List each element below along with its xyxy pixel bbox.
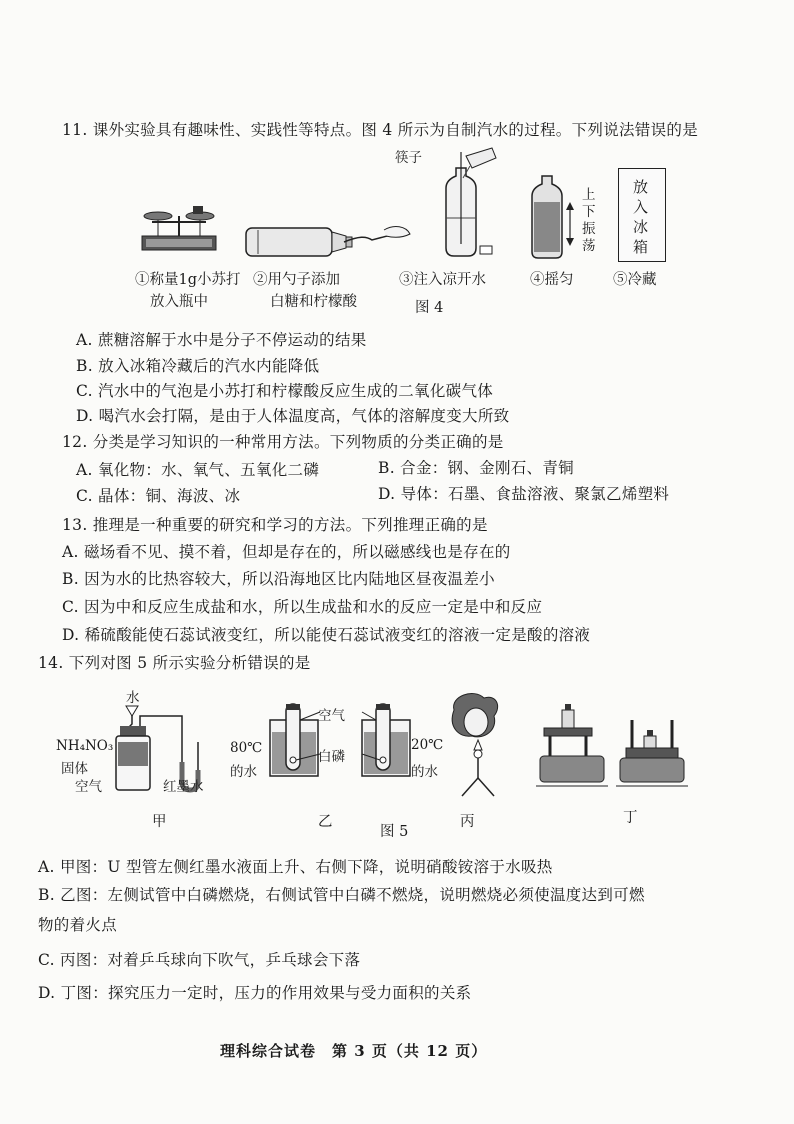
fig4-label-shake: 上下振荡	[582, 187, 596, 254]
fig4-step5: ⑤冷藏	[613, 272, 657, 288]
q14-option-a: A. 甲图：U 型管左侧红墨水液面上升、右侧下降，说明硝酸铵溶于水吸热	[38, 858, 553, 876]
pressure-sponge-apparatus	[534, 700, 690, 796]
q14-option-d: D. 丁图：探究压力一定时，压力的作用效果与受力面积的关系	[38, 984, 472, 1002]
fig4-step2-line2: 白糖和柠檬酸	[270, 294, 357, 310]
q14-option-c: C. 丙图：对着乒乓球向下吹气，乒乓球会下落	[38, 951, 361, 969]
q11-option-c: C. 汽水中的气泡是小苏打和柠檬酸反应生成的二氧化碳气体	[76, 382, 494, 400]
q12-option-d: D. 导体：石墨、食盐溶液、聚氯乙烯塑料	[378, 485, 670, 503]
fig5-label-ding: 丁	[623, 810, 638, 826]
q12-stem: 12. 分类是学习知识的一种常用方法。下列物质的分类正确的是	[62, 433, 504, 451]
fig5-label-80: 80℃	[230, 740, 263, 756]
bottle-spoon-icon	[244, 222, 414, 262]
q14-stem: 14. 下列对图 5 所示实验分析错误的是	[38, 654, 311, 672]
fig5-label-20: 20℃	[411, 737, 444, 753]
fig5-label-air: 空气	[75, 779, 102, 795]
bottle-pour-icon	[420, 148, 500, 260]
q12-option-a: A. 氧化物：水、氧气、五氧化二磷	[76, 461, 320, 479]
fig4-caption: 图 4	[415, 300, 444, 316]
q11-option-d: D. 喝汽水会打隔，是由于人体温度高，气体的溶解度变大所致	[76, 407, 510, 425]
fig4-step2-line1: ②用勺子添加	[253, 272, 340, 288]
fig5-label-20b: 的水	[411, 764, 438, 780]
fig5-label-nh4no3: NH₄NO₃	[56, 738, 114, 754]
q11-stem: 11. 课外实验具有趣味性、实践性等特点。图 4 所示为自制汽水的过程。下列说法错误的是	[62, 121, 698, 139]
q12-option-b: B. 合金：钢、金刚石、青铜	[378, 459, 574, 477]
q13-option-a: A. 磁场看不见、摸不着，但却是存在的，所以磁感线也是存在的	[62, 543, 511, 561]
fig5-label-80b: 的水	[230, 764, 257, 780]
fig5-label-bing: 丙	[460, 814, 475, 830]
fig5-label-water: 水	[126, 690, 140, 706]
fig4-label-chopsticks: 筷子	[395, 150, 422, 166]
fig5-label-air2: 空气	[318, 708, 345, 724]
fig4-step1-line2: 放入瓶中	[150, 294, 208, 310]
fig5-label-jia: 甲	[152, 814, 167, 830]
q13-option-b: B. 因为水的比热容较大，所以沿海地区比内陆地区昼夜温差小	[62, 570, 495, 588]
q14-option-b: B. 乙图：左侧试管中白磷燃烧，右侧试管中白磷不燃烧，说明燃烧必须使温度达到可燃	[38, 886, 645, 904]
fridge-box	[618, 168, 666, 262]
q11-option-b: B. 放入冰箱冷藏后的汽水内能降低	[76, 357, 320, 375]
q12-option-c: C. 晶体：铜、海波、冰	[76, 487, 241, 505]
q13-option-d: D. 稀硫酸能使石蕊试液变红，所以能使石蕊试液变红的溶液一定是酸的溶液	[62, 626, 591, 644]
q13-option-c: C. 因为中和反应生成盐和水，所以生成盐和水的反应一定是中和反应	[62, 598, 543, 616]
fig5-label-red-ink: 红墨水	[163, 779, 204, 795]
person-funnel-icon	[444, 690, 514, 798]
fig4-step3: ③注入凉开水	[399, 272, 486, 288]
fig5-label-yi: 乙	[318, 814, 333, 830]
fig5-label-white-p: 白磷	[318, 749, 345, 765]
fig5-label-solid: 固体	[61, 761, 88, 777]
page-footer: 理科综合试卷 第 3 页（共 12 页）	[220, 1042, 488, 1060]
fig4-label-fridge: 放入冰箱	[633, 178, 649, 256]
q14-option-b-cont: 物的着火点	[38, 916, 118, 934]
q11-option-a: A. 蔗糖溶解于水中是分子不停运动的结果	[76, 331, 367, 349]
balance-scale-icon	[138, 196, 220, 256]
q13-stem: 13. 推理是一种重要的研究和学习的方法。下列推理正确的是	[62, 516, 488, 534]
fig5-caption: 图 5	[380, 824, 409, 840]
fig4-step1-line1: ①称量1g小苏打	[135, 272, 241, 288]
fig4-step4: ④摇匀	[530, 272, 574, 288]
